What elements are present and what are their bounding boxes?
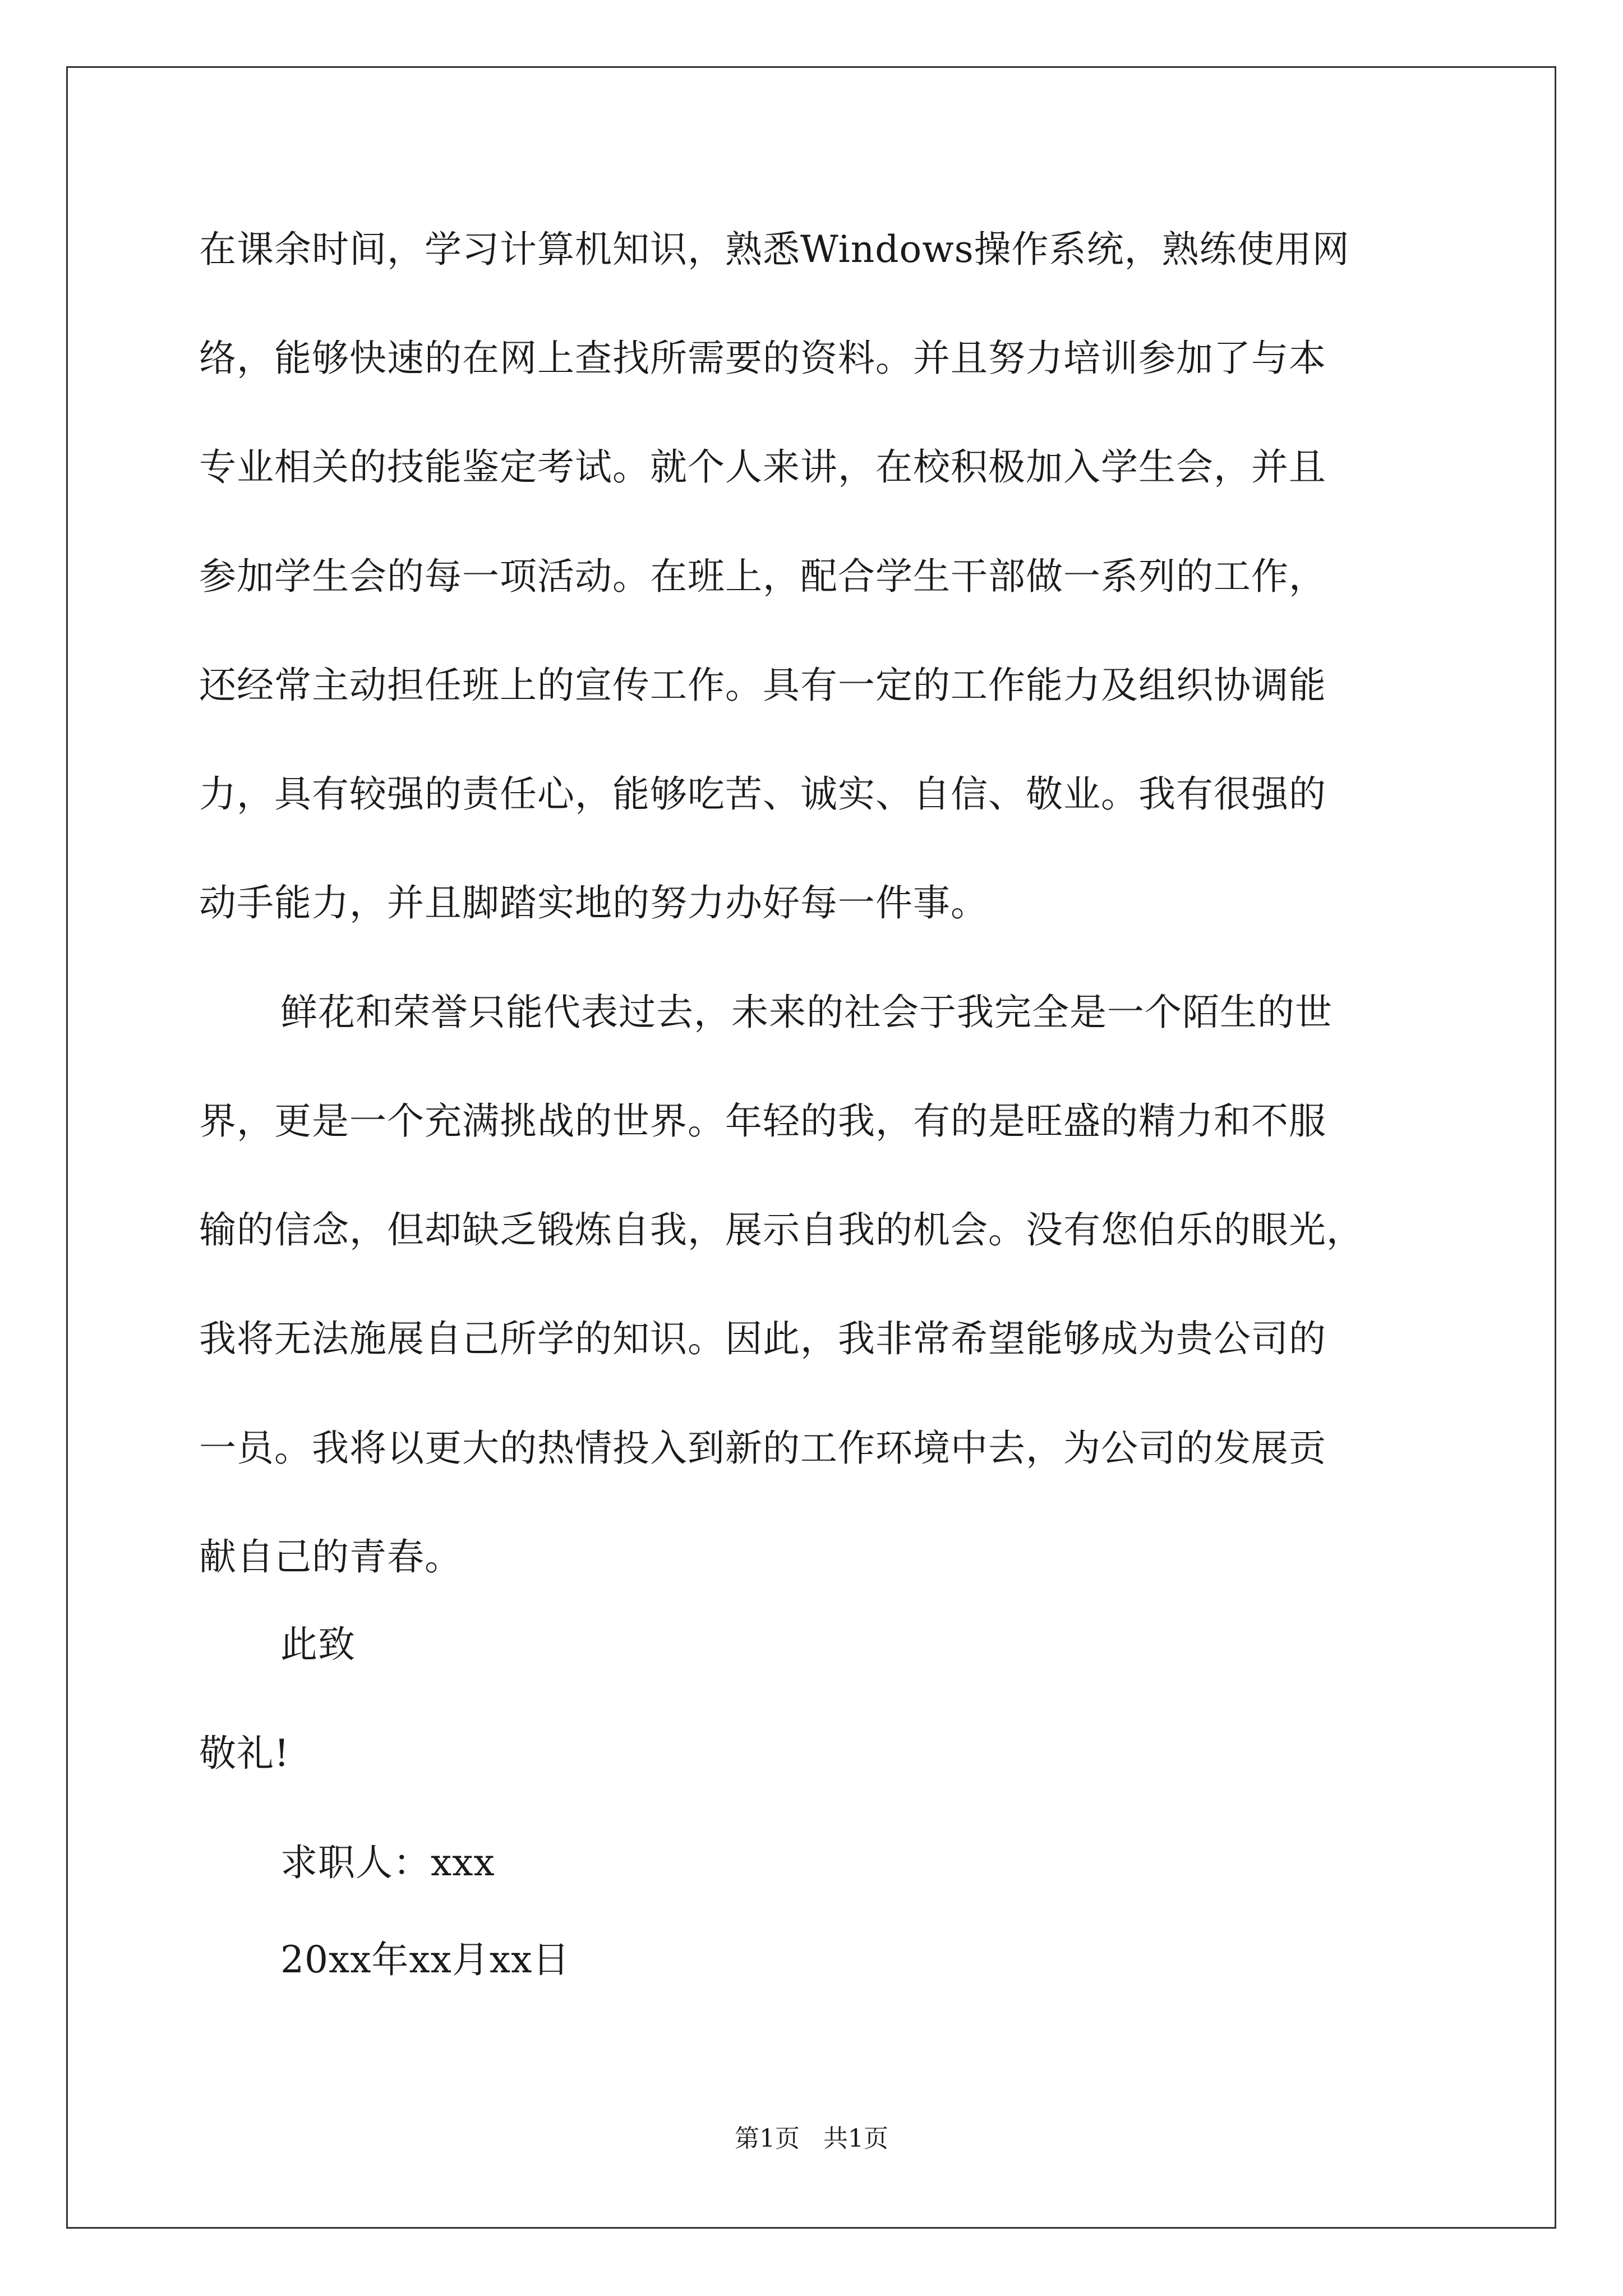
text-line: 力，具有较强的责任心，能够吃苦、诚实、自信、敬业。我有很强的 (199, 772, 1326, 816)
text-line: 在课余时间，学习计算机知识，熟悉Windows操作系统，熟练使用网 (199, 228, 1350, 271)
text-line: 界，更是一个充满挑战的世界。年轻的我，有的是旺盛的精力和不服 (199, 1099, 1326, 1143)
page-frame (66, 66, 1556, 2229)
text-line: 络，能够快速的在网上查找所需要的资料。并且努力培训参加了与本 (199, 337, 1326, 380)
text-line: 献自己的青春。 (199, 1535, 462, 1579)
text-line: 一员。我将以更大的热情投入到新的工作环境中去，为公司的发展贡 (199, 1427, 1326, 1470)
text-line: 输的信念，但却缺乏锻炼自我，展示自我的机会。没有您伯乐的眼光， (199, 1208, 1364, 1251)
text-line: 我将无法施展自己所学的知识。因此，我非常希望能够成为贵公司的 (199, 1317, 1326, 1360)
text-line: 专业相关的技能鉴定考试。就个人来讲，在校积极加入学生会，并且 (199, 445, 1326, 489)
salutation: 此致 (280, 1623, 356, 1666)
text-line: 还经常主动担任班上的宣传工作。具有一定的工作能力及组织协调能 (199, 664, 1326, 707)
page-footer: 第1页 共1页 (735, 2124, 888, 2153)
letter-date: 20xx年xx月xx日 (280, 1938, 570, 1981)
text-line: 动手能力，并且脚踏实地的努力办好每一件事。 (199, 881, 988, 924)
applicant-signature: 求职人：xxx (280, 1841, 495, 1884)
text-line: 参加学生会的每一项活动。在班上，配合学生干部做一系列的工作， (199, 555, 1326, 598)
regards: 敬礼! (199, 1732, 290, 1775)
text-line: 鲜花和荣誉只能代表过去，未来的社会于我完全是一个陌生的世 (280, 991, 1332, 1034)
